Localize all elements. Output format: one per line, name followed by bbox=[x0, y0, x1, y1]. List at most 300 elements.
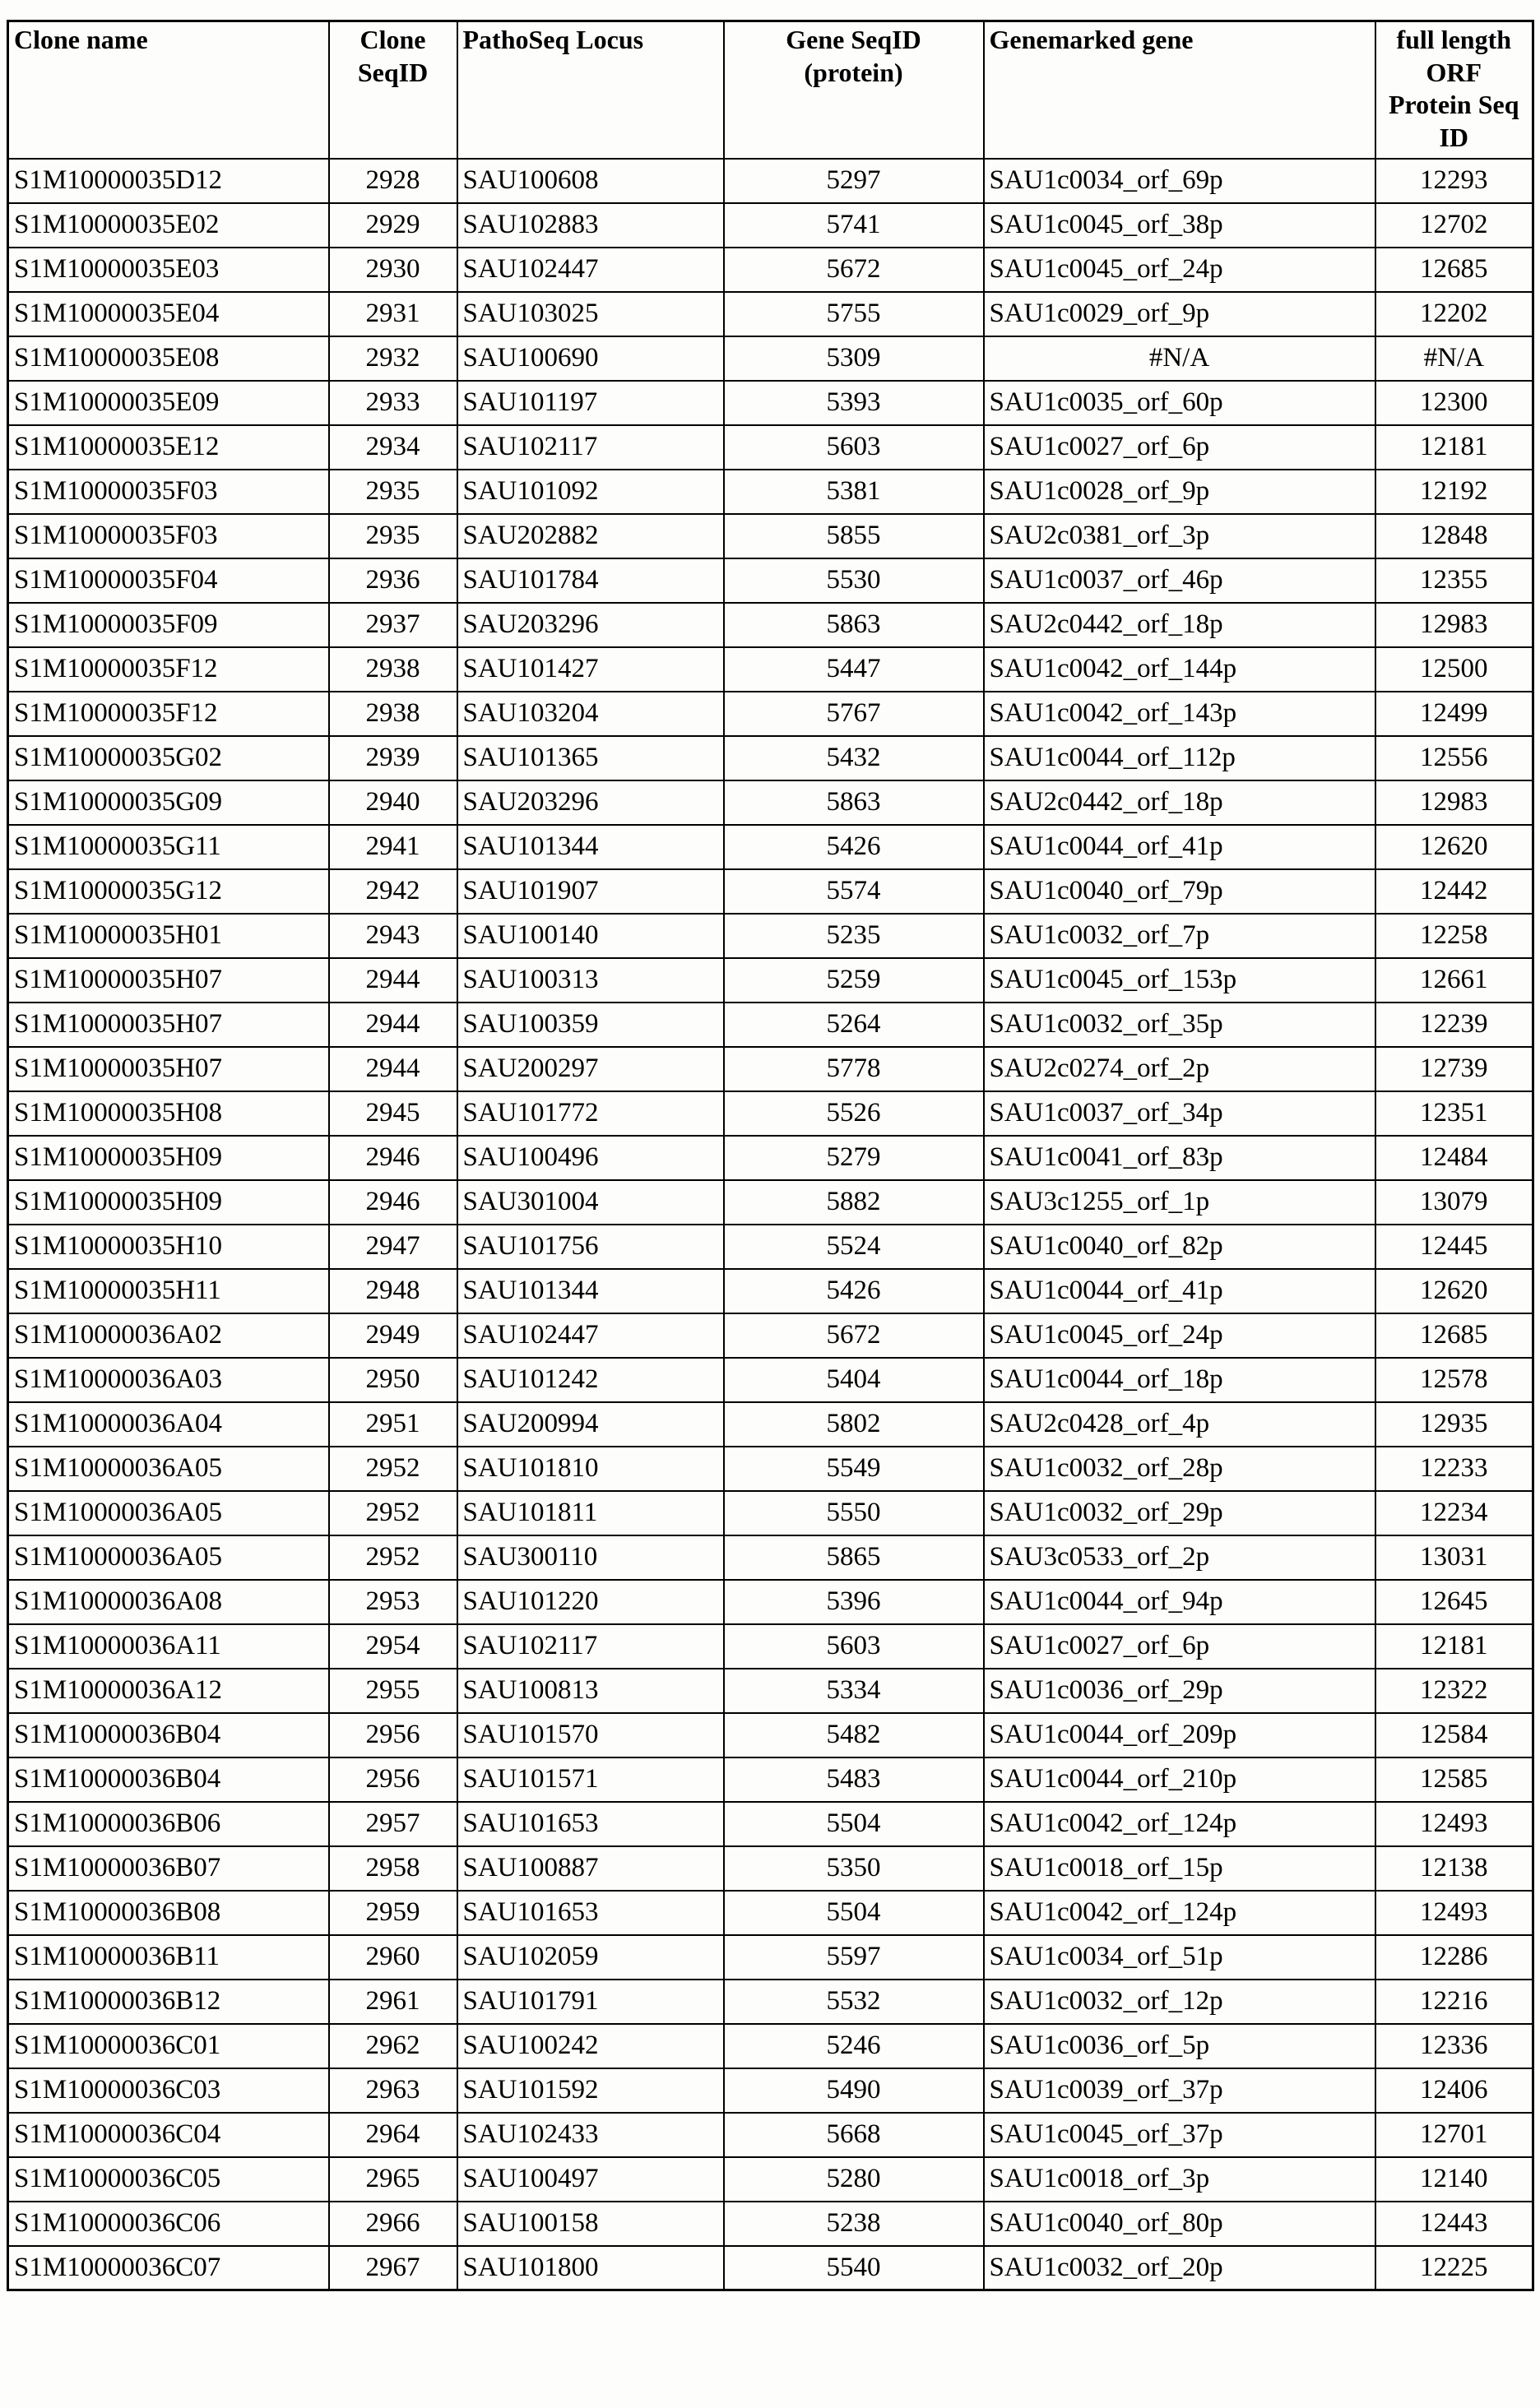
cell-pathoseq-locus: SAU101800 bbox=[457, 2246, 724, 2290]
cell-orf-protein-seq-id: 12983 bbox=[1375, 780, 1533, 825]
cell-genemarked-gene: SAU1c0036_orf_29p bbox=[984, 1669, 1375, 1713]
cell-clone-seqid: 2962 bbox=[329, 2024, 457, 2068]
cell-genemarked-gene: SAU2c0442_orf_18p bbox=[984, 603, 1375, 647]
cell-gene-seqid-protein: 5482 bbox=[724, 1713, 984, 1757]
cell-clone-name: S1M10000035D12 bbox=[8, 159, 329, 203]
cell-clone-seqid: 2944 bbox=[329, 1003, 457, 1047]
cell-gene-seqid-protein: 5540 bbox=[724, 2246, 984, 2290]
cell-orf-protein-seq-id: 12578 bbox=[1375, 1358, 1533, 1402]
table-row bbox=[8, 825, 1533, 869]
cell-pathoseq-locus: SAU202882 bbox=[457, 514, 724, 558]
cell-genemarked-gene: SAU1c0045_orf_37p bbox=[984, 2113, 1375, 2157]
cell-orf-protein-seq-id: 12192 bbox=[1375, 470, 1533, 514]
cell-gene-seqid-protein: 5574 bbox=[724, 869, 984, 914]
cell-clone-name: S1M10000035F03 bbox=[8, 470, 329, 514]
cell-clone-name: S1M10000036C06 bbox=[8, 2202, 329, 2246]
cell-gene-seqid-protein: 5863 bbox=[724, 780, 984, 825]
cell-orf-protein-seq-id: 12442 bbox=[1375, 869, 1533, 914]
cell-clone-seqid: 2955 bbox=[329, 1669, 457, 1713]
cell-clone-seqid: 2956 bbox=[329, 1713, 457, 1757]
cell-clone-name: S1M10000035H11 bbox=[8, 1269, 329, 1313]
table-row bbox=[8, 869, 1533, 914]
table-row bbox=[8, 647, 1533, 692]
cell-pathoseq-locus: SAU103204 bbox=[457, 692, 724, 736]
column-header-genemarked-gene: Genemarked gene bbox=[984, 21, 1375, 159]
cell-genemarked-gene: SAU1c0044_orf_41p bbox=[984, 825, 1375, 869]
cell-clone-seqid: 2958 bbox=[329, 1846, 457, 1891]
cell-orf-protein-seq-id: 12336 bbox=[1375, 2024, 1533, 2068]
cell-pathoseq-locus: SAU101092 bbox=[457, 470, 724, 514]
cell-orf-protein-seq-id: 12620 bbox=[1375, 825, 1533, 869]
cell-gene-seqid-protein: 5309 bbox=[724, 336, 984, 381]
cell-genemarked-gene: SAU1c0032_orf_29p bbox=[984, 1491, 1375, 1535]
table-row bbox=[8, 2068, 1533, 2113]
table-row bbox=[8, 2202, 1533, 2246]
table-row bbox=[8, 1713, 1533, 1757]
cell-clone-name: S1M10000035H07 bbox=[8, 1047, 329, 1091]
cell-gene-seqid-protein: 5504 bbox=[724, 1802, 984, 1846]
table-row bbox=[8, 2024, 1533, 2068]
cell-orf-protein-seq-id: 12300 bbox=[1375, 381, 1533, 425]
cell-clone-seqid: 2944 bbox=[329, 958, 457, 1003]
cell-orf-protein-seq-id: 12233 bbox=[1375, 1447, 1533, 1491]
cell-genemarked-gene: SAU1c0032_orf_7p bbox=[984, 914, 1375, 958]
cell-orf-protein-seq-id: 12443 bbox=[1375, 2202, 1533, 2246]
cell-gene-seqid-protein: 5426 bbox=[724, 1269, 984, 1313]
cell-pathoseq-locus: SAU102117 bbox=[457, 425, 724, 470]
cell-genemarked-gene: SAU1c0032_orf_28p bbox=[984, 1447, 1375, 1491]
table-row bbox=[8, 425, 1533, 470]
cell-clone-seqid: 2937 bbox=[329, 603, 457, 647]
cell-gene-seqid-protein: 5426 bbox=[724, 825, 984, 869]
column-header-clone-seqid: Clone SeqID bbox=[329, 21, 457, 159]
cell-orf-protein-seq-id: 12585 bbox=[1375, 1757, 1533, 1802]
table-row bbox=[8, 1447, 1533, 1491]
cell-orf-protein-seq-id: 13031 bbox=[1375, 1535, 1533, 1580]
cell-clone-name: S1M10000035G02 bbox=[8, 736, 329, 780]
cell-clone-seqid: 2929 bbox=[329, 203, 457, 248]
cell-orf-protein-seq-id: 12225 bbox=[1375, 2246, 1533, 2290]
cell-pathoseq-locus: SAU101570 bbox=[457, 1713, 724, 1757]
cell-pathoseq-locus: SAU100608 bbox=[457, 159, 724, 203]
cell-clone-seqid: 2945 bbox=[329, 1091, 457, 1136]
cell-genemarked-gene: SAU1c0018_orf_15p bbox=[984, 1846, 1375, 1891]
cell-clone-name: S1M10000035H07 bbox=[8, 1003, 329, 1047]
cell-pathoseq-locus: SAU101571 bbox=[457, 1757, 724, 1802]
cell-clone-name: S1M10000035H08 bbox=[8, 1091, 329, 1136]
cell-clone-seqid: 2947 bbox=[329, 1225, 457, 1269]
table-row bbox=[8, 1935, 1533, 1980]
cell-clone-name: S1M10000036C03 bbox=[8, 2068, 329, 2113]
cell-gene-seqid-protein: 5393 bbox=[724, 381, 984, 425]
cell-genemarked-gene: SAU3c0533_orf_2p bbox=[984, 1535, 1375, 1580]
cell-pathoseq-locus: SAU101653 bbox=[457, 1802, 724, 1846]
cell-gene-seqid-protein: 5778 bbox=[724, 1047, 984, 1091]
cell-orf-protein-seq-id: 12484 bbox=[1375, 1136, 1533, 1180]
cell-genemarked-gene: SAU1c0044_orf_18p bbox=[984, 1358, 1375, 1402]
table-body bbox=[8, 159, 1533, 2290]
cell-gene-seqid-protein: 5603 bbox=[724, 1624, 984, 1669]
cell-genemarked-gene: SAU1c0040_orf_80p bbox=[984, 2202, 1375, 2246]
cell-genemarked-gene: SAU1c0032_orf_20p bbox=[984, 2246, 1375, 2290]
cell-clone-name: S1M10000036A04 bbox=[8, 1402, 329, 1447]
cell-genemarked-gene: SAU1c0035_orf_60p bbox=[984, 381, 1375, 425]
cell-clone-name: S1M10000036A02 bbox=[8, 1313, 329, 1358]
cell-pathoseq-locus: SAU100140 bbox=[457, 914, 724, 958]
cell-genemarked-gene: SAU1c0044_orf_41p bbox=[984, 1269, 1375, 1313]
cell-genemarked-gene: SAU1c0032_orf_12p bbox=[984, 1980, 1375, 2024]
cell-orf-protein-seq-id: 12661 bbox=[1375, 958, 1533, 1003]
cell-pathoseq-locus: SAU301004 bbox=[457, 1180, 724, 1225]
cell-genemarked-gene: SAU1c0018_orf_3p bbox=[984, 2157, 1375, 2202]
cell-genemarked-gene: SAU1c0040_orf_82p bbox=[984, 1225, 1375, 1269]
cell-pathoseq-locus: SAU101592 bbox=[457, 2068, 724, 2113]
cell-pathoseq-locus: SAU101197 bbox=[457, 381, 724, 425]
cell-orf-protein-seq-id: 12286 bbox=[1375, 1935, 1533, 1980]
cell-clone-seqid: 2942 bbox=[329, 869, 457, 914]
cell-pathoseq-locus: SAU203296 bbox=[457, 603, 724, 647]
cell-clone-name: S1M10000036B12 bbox=[8, 1980, 329, 2024]
cell-clone-name: S1M10000036C01 bbox=[8, 2024, 329, 2068]
cell-clone-seqid: 2952 bbox=[329, 1447, 457, 1491]
cell-pathoseq-locus: SAU100242 bbox=[457, 2024, 724, 2068]
cell-clone-name: S1M10000035G09 bbox=[8, 780, 329, 825]
cell-genemarked-gene: SAU1c0042_orf_124p bbox=[984, 1802, 1375, 1846]
cell-pathoseq-locus: SAU101344 bbox=[457, 825, 724, 869]
cell-gene-seqid-protein: 5280 bbox=[724, 2157, 984, 2202]
table-row bbox=[8, 292, 1533, 336]
cell-clone-name: S1M10000035H01 bbox=[8, 914, 329, 958]
table-row bbox=[8, 381, 1533, 425]
cell-clone-seqid: 2943 bbox=[329, 914, 457, 958]
cell-pathoseq-locus: SAU300110 bbox=[457, 1535, 724, 1580]
cell-pathoseq-locus: SAU100158 bbox=[457, 2202, 724, 2246]
cell-pathoseq-locus: SAU102117 bbox=[457, 1624, 724, 1669]
cell-gene-seqid-protein: 5741 bbox=[724, 203, 984, 248]
cell-pathoseq-locus: SAU102433 bbox=[457, 2113, 724, 2157]
table-row bbox=[8, 1980, 1533, 2024]
cell-clone-seqid: 2952 bbox=[329, 1535, 457, 1580]
cell-gene-seqid-protein: 5432 bbox=[724, 736, 984, 780]
cell-gene-seqid-protein: 5524 bbox=[724, 1225, 984, 1269]
table-row bbox=[8, 558, 1533, 603]
cell-genemarked-gene: SAU1c0044_orf_210p bbox=[984, 1757, 1375, 1802]
header-row bbox=[8, 21, 1533, 159]
cell-clone-name: S1M10000035E09 bbox=[8, 381, 329, 425]
cell-gene-seqid-protein: 5264 bbox=[724, 1003, 984, 1047]
cell-orf-protein-seq-id: 12739 bbox=[1375, 1047, 1533, 1091]
cell-gene-seqid-protein: 5334 bbox=[724, 1669, 984, 1713]
cell-clone-name: S1M10000036A05 bbox=[8, 1447, 329, 1491]
cell-genemarked-gene: SAU1c0044_orf_112p bbox=[984, 736, 1375, 780]
table-row bbox=[8, 1003, 1533, 1047]
cell-genemarked-gene: SAU1c0042_orf_144p bbox=[984, 647, 1375, 692]
cell-orf-protein-seq-id: 12234 bbox=[1375, 1491, 1533, 1535]
cell-clone-name: S1M10000035E08 bbox=[8, 336, 329, 381]
cell-orf-protein-seq-id: 12556 bbox=[1375, 736, 1533, 780]
cell-clone-seqid: 2956 bbox=[329, 1757, 457, 1802]
table-row bbox=[8, 2157, 1533, 2202]
cell-genemarked-gene: SAU1c0044_orf_94p bbox=[984, 1580, 1375, 1624]
cell-orf-protein-seq-id: 12202 bbox=[1375, 292, 1533, 336]
cell-clone-seqid: 2965 bbox=[329, 2157, 457, 2202]
table-row bbox=[8, 336, 1533, 381]
table-row bbox=[8, 1180, 1533, 1225]
cell-genemarked-gene: SAU1c0042_orf_124p bbox=[984, 1891, 1375, 1935]
cell-clone-name: S1M10000036C07 bbox=[8, 2246, 329, 2290]
cell-genemarked-gene: SAU1c0037_orf_46p bbox=[984, 558, 1375, 603]
cell-clone-seqid: 2930 bbox=[329, 248, 457, 292]
column-header-pathoseq-locus: PathoSeq Locus bbox=[457, 21, 724, 159]
cell-genemarked-gene: SAU1c0045_orf_24p bbox=[984, 1313, 1375, 1358]
cell-orf-protein-seq-id: 12983 bbox=[1375, 603, 1533, 647]
cell-orf-protein-seq-id: 12701 bbox=[1375, 2113, 1533, 2157]
cell-clone-name: S1M10000035F04 bbox=[8, 558, 329, 603]
cell-genemarked-gene: SAU1c0029_orf_9p bbox=[984, 292, 1375, 336]
cell-clone-seqid: 2931 bbox=[329, 292, 457, 336]
cell-pathoseq-locus: SAU200994 bbox=[457, 1402, 724, 1447]
cell-genemarked-gene: SAU2c0442_orf_18p bbox=[984, 780, 1375, 825]
cell-orf-protein-seq-id: 12702 bbox=[1375, 203, 1533, 248]
cell-pathoseq-locus: SAU101427 bbox=[457, 647, 724, 692]
cell-genemarked-gene: SAU1c0045_orf_153p bbox=[984, 958, 1375, 1003]
cell-pathoseq-locus: SAU101756 bbox=[457, 1225, 724, 1269]
cell-pathoseq-locus: SAU200297 bbox=[457, 1047, 724, 1091]
table-row bbox=[8, 1535, 1533, 1580]
table-row bbox=[8, 1313, 1533, 1358]
cell-pathoseq-locus: SAU101344 bbox=[457, 1269, 724, 1313]
cell-gene-seqid-protein: 5381 bbox=[724, 470, 984, 514]
cell-gene-seqid-protein: 5755 bbox=[724, 292, 984, 336]
cell-pathoseq-locus: SAU100690 bbox=[457, 336, 724, 381]
table-row bbox=[8, 958, 1533, 1003]
cell-genemarked-gene: SAU1c0032_orf_35p bbox=[984, 1003, 1375, 1047]
cell-pathoseq-locus: SAU101907 bbox=[457, 869, 724, 914]
cell-clone-name: S1M10000035H10 bbox=[8, 1225, 329, 1269]
table-row bbox=[8, 1225, 1533, 1269]
cell-orf-protein-seq-id: 12685 bbox=[1375, 1313, 1533, 1358]
column-header-orf-protein-seq-id: full length ORF Protein Seq ID bbox=[1375, 21, 1533, 159]
cell-gene-seqid-protein: 5297 bbox=[724, 159, 984, 203]
cell-pathoseq-locus: SAU103025 bbox=[457, 292, 724, 336]
cell-clone-seqid: 2936 bbox=[329, 558, 457, 603]
cell-pathoseq-locus: SAU101772 bbox=[457, 1091, 724, 1136]
cell-clone-seqid: 2954 bbox=[329, 1624, 457, 1669]
cell-orf-protein-seq-id: 12493 bbox=[1375, 1802, 1533, 1846]
table-row bbox=[8, 470, 1533, 514]
cell-gene-seqid-protein: 5603 bbox=[724, 425, 984, 470]
cell-orf-protein-seq-id: 12645 bbox=[1375, 1580, 1533, 1624]
cell-genemarked-gene: SAU1c0044_orf_209p bbox=[984, 1713, 1375, 1757]
table-row bbox=[8, 1047, 1533, 1091]
cell-gene-seqid-protein: 5350 bbox=[724, 1846, 984, 1891]
cell-orf-protein-seq-id: 12216 bbox=[1375, 1980, 1533, 2024]
cell-orf-protein-seq-id: 12322 bbox=[1375, 1669, 1533, 1713]
cell-clone-name: S1M10000035E12 bbox=[8, 425, 329, 470]
cell-orf-protein-seq-id: 12355 bbox=[1375, 558, 1533, 603]
cell-pathoseq-locus: SAU101791 bbox=[457, 1980, 724, 2024]
cell-orf-protein-seq-id: 13079 bbox=[1375, 1180, 1533, 1225]
cell-clone-seqid: 2960 bbox=[329, 1935, 457, 1980]
cell-clone-name: S1M10000036B07 bbox=[8, 1846, 329, 1891]
cell-genemarked-gene: SAU1c0027_orf_6p bbox=[984, 1624, 1375, 1669]
cell-genemarked-gene: SAU2c0381_orf_3p bbox=[984, 514, 1375, 558]
table-row bbox=[8, 1802, 1533, 1846]
table-row bbox=[8, 736, 1533, 780]
cell-clone-seqid: 2933 bbox=[329, 381, 457, 425]
cell-pathoseq-locus: SAU102447 bbox=[457, 248, 724, 292]
cell-clone-name: S1M10000035G11 bbox=[8, 825, 329, 869]
cell-clone-name: S1M10000036B06 bbox=[8, 1802, 329, 1846]
cell-pathoseq-locus: SAU101811 bbox=[457, 1491, 724, 1535]
cell-genemarked-gene: SAU1c0037_orf_34p bbox=[984, 1091, 1375, 1136]
cell-genemarked-gene: SAU1c0036_orf_5p bbox=[984, 2024, 1375, 2068]
table-row bbox=[8, 780, 1533, 825]
cell-clone-name: S1M10000036C05 bbox=[8, 2157, 329, 2202]
cell-gene-seqid-protein: 5490 bbox=[724, 2068, 984, 2113]
cell-clone-name: S1M10000035E04 bbox=[8, 292, 329, 336]
cell-clone-name: S1M10000035H09 bbox=[8, 1136, 329, 1180]
cell-clone-name: S1M10000036B08 bbox=[8, 1891, 329, 1935]
cell-orf-protein-seq-id: 12138 bbox=[1375, 1846, 1533, 1891]
cell-genemarked-gene: SAU1c0034_orf_69p bbox=[984, 159, 1375, 203]
table-row bbox=[8, 1580, 1533, 1624]
cell-clone-seqid: 2950 bbox=[329, 1358, 457, 1402]
table-row bbox=[8, 514, 1533, 558]
cell-gene-seqid-protein: 5863 bbox=[724, 603, 984, 647]
cell-pathoseq-locus: SAU101242 bbox=[457, 1358, 724, 1402]
cell-clone-seqid: 2949 bbox=[329, 1313, 457, 1358]
cell-orf-protein-seq-id: 12181 bbox=[1375, 425, 1533, 470]
cell-gene-seqid-protein: 5279 bbox=[724, 1136, 984, 1180]
cell-clone-seqid: 2938 bbox=[329, 692, 457, 736]
cell-clone-name: S1M10000036A05 bbox=[8, 1491, 329, 1535]
cell-gene-seqid-protein: 5504 bbox=[724, 1891, 984, 1935]
cell-clone-name: S1M10000036C04 bbox=[8, 2113, 329, 2157]
cell-gene-seqid-protein: 5246 bbox=[724, 2024, 984, 2068]
table-row bbox=[8, 914, 1533, 958]
cell-gene-seqid-protein: 5447 bbox=[724, 647, 984, 692]
cell-orf-protein-seq-id: 12258 bbox=[1375, 914, 1533, 958]
table-row bbox=[8, 203, 1533, 248]
cell-clone-name: S1M10000036B04 bbox=[8, 1757, 329, 1802]
cell-pathoseq-locus: SAU203296 bbox=[457, 780, 724, 825]
cell-genemarked-gene: SAU3c1255_orf_1p bbox=[984, 1180, 1375, 1225]
cell-genemarked-gene: SAU1c0028_orf_9p bbox=[984, 470, 1375, 514]
cell-clone-name: S1M10000035F12 bbox=[8, 647, 329, 692]
cell-clone-seqid: 2959 bbox=[329, 1891, 457, 1935]
cell-genemarked-gene: SAU2c0274_orf_2p bbox=[984, 1047, 1375, 1091]
cell-orf-protein-seq-id: 12445 bbox=[1375, 1225, 1533, 1269]
cell-clone-name: S1M10000035H07 bbox=[8, 958, 329, 1003]
cell-gene-seqid-protein: 5483 bbox=[724, 1757, 984, 1802]
cell-clone-seqid: 2957 bbox=[329, 1802, 457, 1846]
cell-pathoseq-locus: SAU102883 bbox=[457, 203, 724, 248]
cell-orf-protein-seq-id: 12499 bbox=[1375, 692, 1533, 736]
cell-orf-protein-seq-id: #N/A bbox=[1375, 336, 1533, 381]
cell-genemarked-gene: SAU1c0041_orf_83p bbox=[984, 1136, 1375, 1180]
cell-gene-seqid-protein: 5404 bbox=[724, 1358, 984, 1402]
cell-pathoseq-locus: SAU102059 bbox=[457, 1935, 724, 1980]
cell-gene-seqid-protein: 5865 bbox=[724, 1535, 984, 1580]
cell-clone-seqid: 2928 bbox=[329, 159, 457, 203]
table-row bbox=[8, 1269, 1533, 1313]
cell-genemarked-gene: SAU1c0040_orf_79p bbox=[984, 869, 1375, 914]
table-row bbox=[8, 1757, 1533, 1802]
cell-clone-seqid: 2967 bbox=[329, 2246, 457, 2290]
cell-clone-seqid: 2966 bbox=[329, 2202, 457, 2246]
cell-clone-name: S1M10000036A08 bbox=[8, 1580, 329, 1624]
cell-clone-seqid: 2941 bbox=[329, 825, 457, 869]
cell-gene-seqid-protein: 5550 bbox=[724, 1491, 984, 1535]
cell-clone-seqid: 2935 bbox=[329, 514, 457, 558]
cell-clone-seqid: 2951 bbox=[329, 1402, 457, 1447]
cell-genemarked-gene: SAU1c0042_orf_143p bbox=[984, 692, 1375, 736]
cell-gene-seqid-protein: 5532 bbox=[724, 1980, 984, 2024]
cell-gene-seqid-protein: 5238 bbox=[724, 2202, 984, 2246]
cell-clone-name: S1M10000036B04 bbox=[8, 1713, 329, 1757]
cell-gene-seqid-protein: 5526 bbox=[724, 1091, 984, 1136]
cell-clone-seqid: 2946 bbox=[329, 1136, 457, 1180]
cell-orf-protein-seq-id: 12239 bbox=[1375, 1003, 1533, 1047]
cell-orf-protein-seq-id: 12181 bbox=[1375, 1624, 1533, 1669]
cell-clone-seqid: 2938 bbox=[329, 647, 457, 692]
cell-clone-name: S1M10000036A03 bbox=[8, 1358, 329, 1402]
cell-clone-seqid: 2939 bbox=[329, 736, 457, 780]
cell-gene-seqid-protein: 5672 bbox=[724, 248, 984, 292]
cell-clone-seqid: 2952 bbox=[329, 1491, 457, 1535]
cell-clone-seqid: 2944 bbox=[329, 1047, 457, 1091]
cell-pathoseq-locus: SAU100813 bbox=[457, 1669, 724, 1713]
cell-orf-protein-seq-id: 12584 bbox=[1375, 1713, 1533, 1757]
cell-pathoseq-locus: SAU101810 bbox=[457, 1447, 724, 1491]
cell-pathoseq-locus: SAU100496 bbox=[457, 1136, 724, 1180]
table-row bbox=[8, 1846, 1533, 1891]
cell-clone-name: S1M10000035E02 bbox=[8, 203, 329, 248]
table-row bbox=[8, 1358, 1533, 1402]
cell-clone-seqid: 2946 bbox=[329, 1180, 457, 1225]
cell-gene-seqid-protein: 5259 bbox=[724, 958, 984, 1003]
table-row bbox=[8, 2246, 1533, 2290]
cell-genemarked-gene: SAU1c0045_orf_38p bbox=[984, 203, 1375, 248]
cell-gene-seqid-protein: 5767 bbox=[724, 692, 984, 736]
cell-orf-protein-seq-id: 12935 bbox=[1375, 1402, 1533, 1447]
cell-orf-protein-seq-id: 12848 bbox=[1375, 514, 1533, 558]
cell-orf-protein-seq-id: 12406 bbox=[1375, 2068, 1533, 2113]
table-row bbox=[8, 1891, 1533, 1935]
column-header-gene-seqid-protein: Gene SeqID (protein) bbox=[724, 21, 984, 159]
cell-orf-protein-seq-id: 12685 bbox=[1375, 248, 1533, 292]
cell-clone-seqid: 2953 bbox=[329, 1580, 457, 1624]
cell-orf-protein-seq-id: 12620 bbox=[1375, 1269, 1533, 1313]
cell-clone-seqid: 2963 bbox=[329, 2068, 457, 2113]
cell-clone-name: S1M10000036A11 bbox=[8, 1624, 329, 1669]
cell-orf-protein-seq-id: 12351 bbox=[1375, 1091, 1533, 1136]
cell-genemarked-gene: #N/A bbox=[984, 336, 1375, 381]
cell-clone-seqid: 2934 bbox=[329, 425, 457, 470]
cell-clone-name: S1M10000035G12 bbox=[8, 869, 329, 914]
table-row bbox=[8, 248, 1533, 292]
cell-clone-name: S1M10000036A12 bbox=[8, 1669, 329, 1713]
cell-gene-seqid-protein: 5549 bbox=[724, 1447, 984, 1491]
cell-pathoseq-locus: SAU102447 bbox=[457, 1313, 724, 1358]
table-row bbox=[8, 1491, 1533, 1535]
cell-gene-seqid-protein: 5802 bbox=[724, 1402, 984, 1447]
cell-pathoseq-locus: SAU101784 bbox=[457, 558, 724, 603]
cell-gene-seqid-protein: 5530 bbox=[724, 558, 984, 603]
table-row bbox=[8, 1402, 1533, 1447]
cell-clone-seqid: 2961 bbox=[329, 1980, 457, 2024]
